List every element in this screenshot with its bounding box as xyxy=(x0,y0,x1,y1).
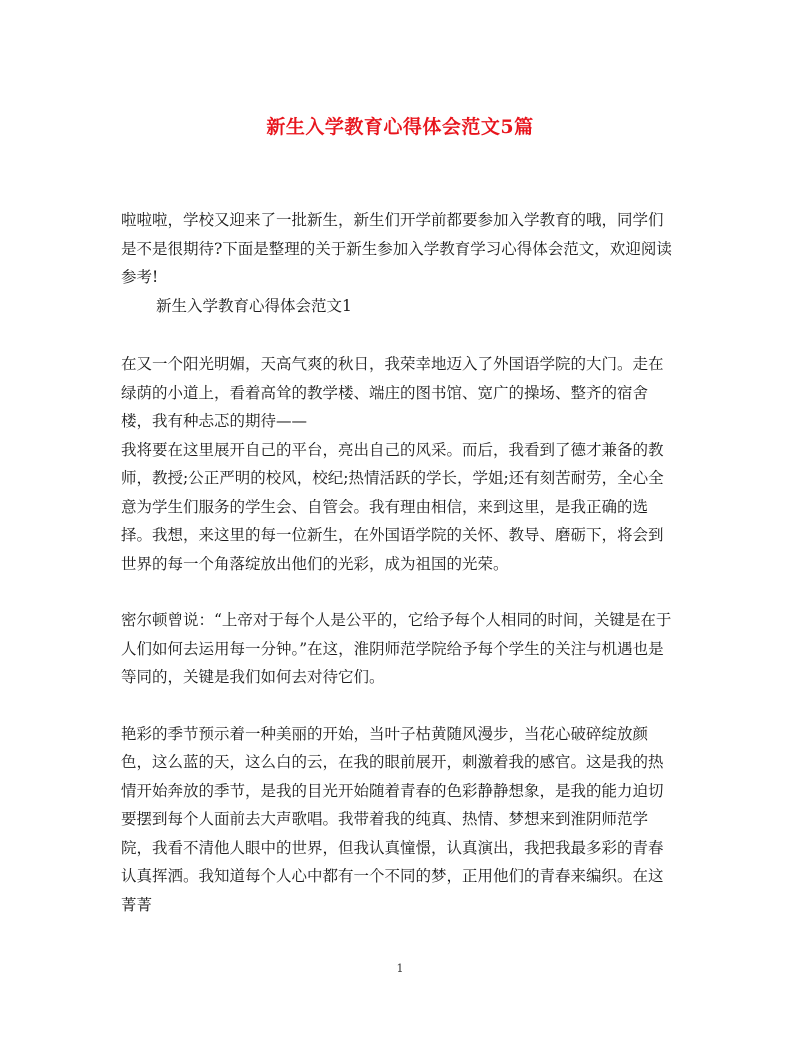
page-number: 1 xyxy=(396,962,404,975)
document-body xyxy=(121,206,677,919)
body-paragraph: 在又一个阳光明媚，天高气爽的秋日，我荣幸地迈入了外国语学院的大门。走在绿荫的小道上，看着高耸的教学楼、端庄的图书馆、宽广的操场、整齐的宿舍楼，我有种忐忑的期待—— xyxy=(121,355,664,430)
body-paragraph: 艳彩的季节预示着一种美丽的开始，当叶子枯黄随风漫步，当花心破碎绽放颜色，这么蓝的天，这么白的云，在我的眼前展开，刺激着我的感官。这是我的热情开始奔放的季节，是我的目光开始随着青春的色彩静静想象，是我的能力迫切要摆到每个人面前去大声歌唱。我带着我的纯真、热情、梦想来到淮阴师范学院，我看不清他人眼中的世界，但我认真憧憬，认真演出，我把我最多彩的青春认真挥洒。我知道每个人心中都有一个不同的梦，正用他们的青春来编织。在这菁菁 xyxy=(121,724,664,914)
body-paragraph: 我将要在这里展开自己的平台，亮出自己的风采。而后，我看到了德才兼备的教师，教授;公正严明的校风，校纪;热情活跃的学长，学姐;还有刻苦耐劳，全心全意为学生们服务的学生会、自管会。我有理由相信，来到这里，是我正确的选择。我想，来这里的每一位新生，在外国语学院的关怀、教导、磨砺下，将会到世界的每一个角落绽放出他们的光彩，成为祖国的光荣。 xyxy=(121,440,664,573)
body-paragraph: 密尔顿曾说：“上帝对于每个人是公平的，它给予每个人相同的时间，关键是在于人们如何去运用每一分钟。”在这，淮阴师范学院给予每个学生的关注与机遇也是等同的，关键是我们如何去对待它们。 xyxy=(121,611,672,686)
document-title: 新生入学教育心得体会范文5篇 xyxy=(266,116,534,138)
essay-subheading: 新生入学教育心得体会范文1 xyxy=(156,296,352,315)
intro-paragraph: 啦啦啦，学校又迎来了一批新生，新生们开学前都要参加入学教育的哦，同学们是不是很期待?下面是整理的关于新生参加入学教育学习心得体会范文，欢迎阅读参考! xyxy=(121,211,672,286)
